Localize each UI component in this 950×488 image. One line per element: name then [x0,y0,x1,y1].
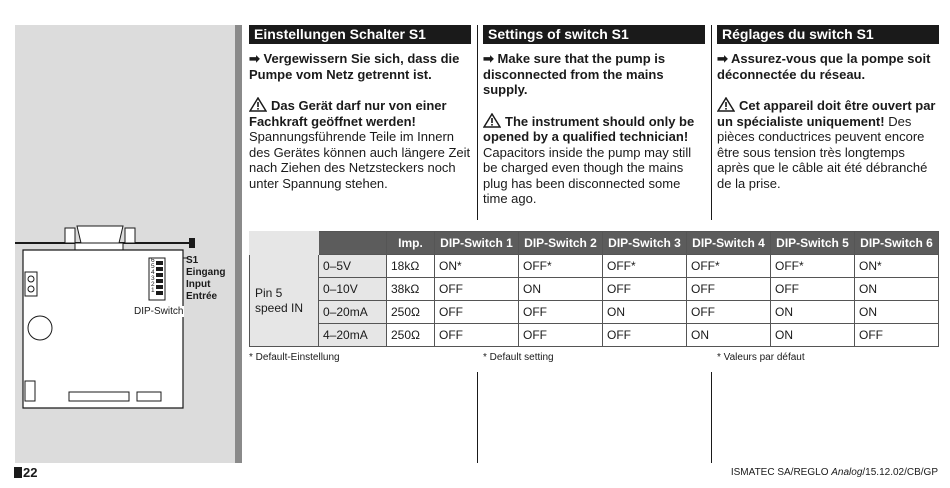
document-reference [731,467,938,478]
warning-block [483,113,705,207]
page-marker-square [14,467,22,478]
switch-cell: ON [603,301,687,324]
dip-number: 3 [151,275,155,282]
table-header-cell: DIP-Switch 4 [687,232,771,255]
column-divider [711,372,712,463]
range-cell: 0–5V [319,255,387,278]
dip-number: 2 [151,281,155,288]
switch-cell: OFF [771,278,855,301]
input-label-de: Eingang [186,267,226,278]
warning-body: Des pièces conductrices peuvent encore être sous tension très longtemps après que le câble ait été débranché de la prise. [717,113,928,191]
arrow-right-icon: ➡ [483,51,494,66]
speed-in-label: speed IN [255,300,304,315]
footnote-french: * Valeurs par défaut [717,352,805,363]
impedance-cell: 38kΩ [387,278,435,301]
table-header-row [250,232,939,255]
doc-prefix: ISMATEC SA/REGLO [730,467,832,478]
switch-cell: OFF [435,278,519,301]
doc-suffix: /15.12.02/CB/GP [862,467,938,478]
range-cell: 0–10V [319,278,387,301]
warning-triangle-icon [717,97,735,112]
row-group-label [250,255,319,347]
switch-cell: OFF* [771,255,855,278]
table-header-blank [250,232,319,255]
warning-body: Capacitors inside the pump may still be charged even though the mains plug has been disconnected some time ago. [483,144,692,206]
dip-switch-table [249,231,939,347]
table-row [250,324,939,347]
column-divider [477,25,478,220]
doc-model: Analog [831,467,863,478]
warning-block [249,97,471,191]
switch-cell: OFF [603,278,687,301]
intro-label: Vergewissern Sie sich, dass die Pumpe vom Netz getrennt ist. [249,51,460,82]
column-divider [477,372,478,463]
intro-label: Assurez-vous que la pompe soit déconnectée du réseau. [717,51,931,82]
switch-cell: ON* [435,255,519,278]
switch-cell: OFF* [603,255,687,278]
section-title: Settings of switch S1 [483,25,705,44]
column-english [483,25,705,207]
s1-label: S1 [186,255,199,266]
switch-cell: OFF* [687,255,771,278]
table-header-cell: DIP-Switch 1 [435,232,519,255]
switch-cell: OFF* [519,255,603,278]
warning-triangle-icon [249,97,267,112]
dip-number: 5 [151,263,155,270]
intro-text [483,51,705,98]
page-number [14,465,37,480]
warning-title: Cet appareil doit être ouvert par un spécialiste uniquement! [717,98,936,129]
warning-block [717,97,939,191]
switch-cell: ON [771,324,855,347]
table-header-cell: DIP-Switch 5 [771,232,855,255]
switch-cell: OFF [519,324,603,347]
impedance-cell: 250Ω [387,301,435,324]
impedance-cell: 18kΩ [387,255,435,278]
table-header-cell: DIP-Switch 3 [603,232,687,255]
section-title: Réglages du switch S1 [717,25,939,44]
switch-cell: ON [687,324,771,347]
range-cell: 0–20mA [319,301,387,324]
warning-title: Das Gerät darf nur von einer Fachkraft geöffnet werden! [249,98,447,129]
section-title: Einstellungen Schalter S1 [249,25,471,44]
switch-cell: OFF [603,324,687,347]
pin-label: Pin 5 [255,285,283,300]
switch-cell: OFF [687,278,771,301]
arrow-right-icon: ➡ [249,51,260,66]
switch-cell: ON [855,301,939,324]
circuit-board-illustration [15,218,235,418]
dip-switch-label: DIP-Switch [134,306,184,317]
table-header-cell: Imp. [387,232,435,255]
range-cell: 4–20mA [319,324,387,347]
table-row [250,278,939,301]
warning-body: Spannungsführende Teile im Innern des Gerätes können auch längere Zeit nach Ziehen des Netzsteckers noch unter Spannung stehen. [249,129,471,191]
table-row [250,255,939,278]
input-label-fr: Entrée [186,291,218,302]
sidebar-divider-bar [235,25,242,463]
table-header-blank [319,232,387,255]
table-row [250,301,939,324]
warning-title: The instrument should only be opened by a qualified technician! [483,113,695,144]
input-label-en: Input [186,279,211,290]
switch-cell: ON [519,278,603,301]
page-number-value: 22 [23,465,38,480]
footnote-german: * Default-Einstellung [249,352,340,363]
table-header-cell: DIP-Switch 2 [519,232,603,255]
dip-number: 4 [151,269,155,276]
dip-number: 1 [151,287,155,294]
footnote-english: * Default setting [483,352,554,363]
switch-cell: OFF [687,301,771,324]
warning-triangle-icon [483,113,501,128]
impedance-cell: 250Ω [387,324,435,347]
intro-text [717,51,939,82]
column-german [249,25,471,191]
switch-s1-labels [186,255,225,303]
switch-cell: ON [855,278,939,301]
switch-cell: OFF [855,324,939,347]
switch-cell: OFF [435,324,519,347]
switch-cell: OFF [435,301,519,324]
table-header-cell: DIP-Switch 6 [855,232,939,255]
switch-cell: OFF [519,301,603,324]
switch-cell: ON [771,301,855,324]
intro-text [249,51,471,82]
circuit-board-diagram [15,218,235,423]
dip-number: 6 [151,257,155,264]
intro-label: Make sure that the pump is disconnected from the mains supply. [483,51,666,97]
switch-cell: ON* [855,255,939,278]
column-divider [711,25,712,220]
column-french [717,25,939,191]
arrow-right-icon: ➡ [717,51,728,66]
